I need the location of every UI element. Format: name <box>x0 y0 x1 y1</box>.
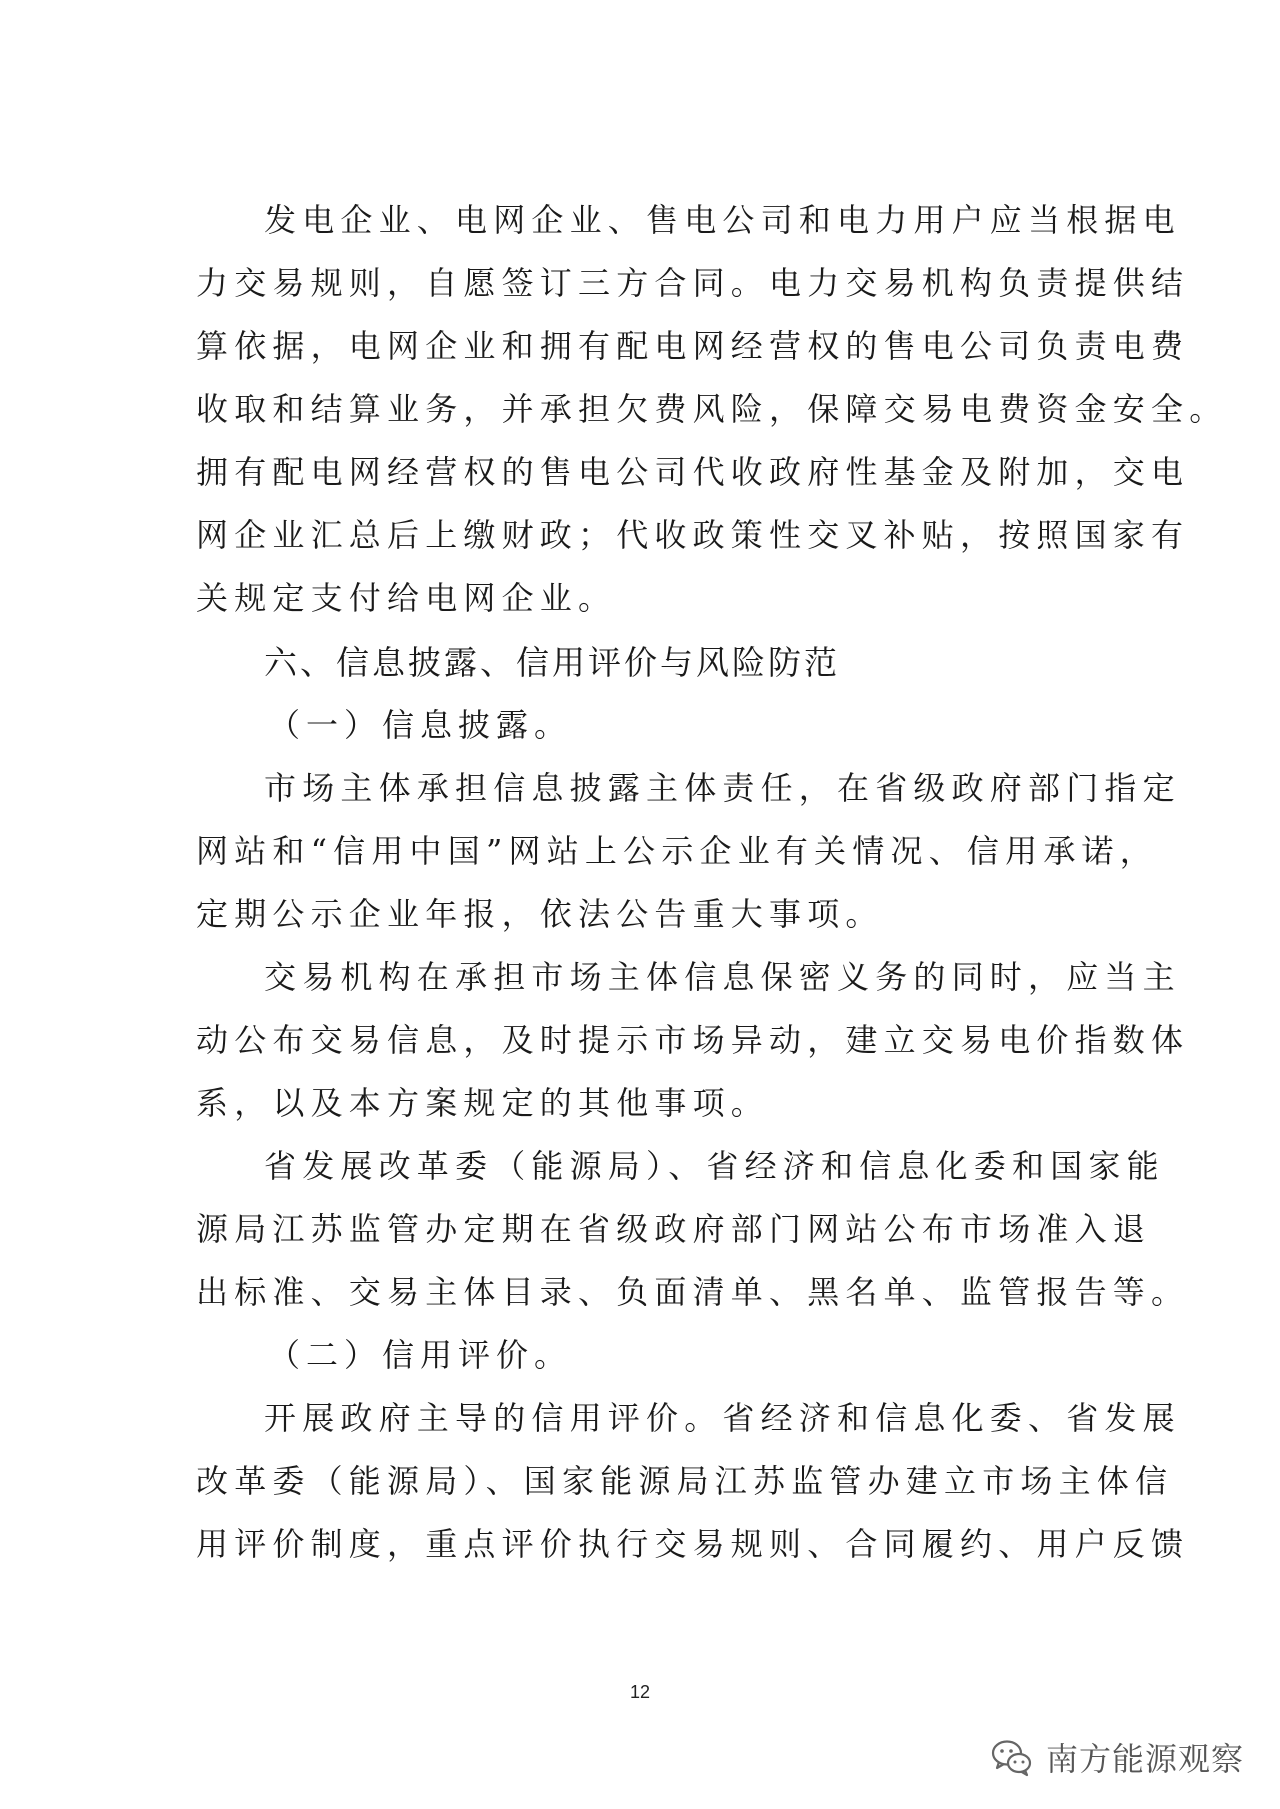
paragraph-line: 关规定支付给电网企业。 <box>196 579 617 617</box>
paragraph-line: 源局江苏监管办定期在省级政府部门网站公布市场准入退 <box>196 1210 1152 1248</box>
paragraph-line: 市场主体承担信息披露主体责任，在省级政府部门指定 <box>264 769 1181 807</box>
paragraph-line: 用评价制度，重点评价执行交易规则、合同履约、用户反馈 <box>196 1525 1190 1563</box>
paragraph-line: 出标准、交易主体目录、负面清单、黑名单、监管报告等。 <box>196 1273 1190 1311</box>
watermark <box>990 1733 1244 1781</box>
paragraph-line: 动公布交易信息，及时提示市场异动，建立交易电价指数体 <box>196 1021 1190 1059</box>
paragraph-line: 网站和“信用中国”网站上公示企业有关情况、信用承诺， <box>196 832 1158 870</box>
subsection-heading: （一）信息披露。 <box>268 706 573 744</box>
paragraph-line: 交易机构在承担市场主体信息保密义务的同时，应当主 <box>264 958 1181 996</box>
paragraph-line: 发电企业、电网企业、售电公司和电力用户应当根据电 <box>264 201 1181 239</box>
paragraph-line: 算依据，电网企业和拥有配电网经营权的售电公司负责电费 <box>196 327 1190 365</box>
paragraph-line: 系，以及本方案规定的其他事项。 <box>196 1084 770 1122</box>
subsection-heading: （二）信用评价。 <box>268 1336 573 1374</box>
paragraph-line: 力交易规则，自愿签订三方合同。电力交易机构负责提供结 <box>196 264 1190 302</box>
paragraph-line: 收取和结算业务，并承担欠费风险，保障交易电费资金安全。 <box>196 390 1228 428</box>
paragraph-line: 网企业汇总后上缴财政；代收政策性交叉补贴，按照国家有 <box>196 516 1190 554</box>
paragraph-line: 拥有配电网经营权的售电公司代收政府性基金及附加，交电 <box>196 453 1190 491</box>
wechat-icon <box>990 1735 1034 1779</box>
paragraph-line: 定期公示企业年报，依法公告重大事项。 <box>196 895 884 933</box>
watermark-text: 南方能源观察 <box>1045 1740 1244 1778</box>
paragraph-line: 开展政府主导的信用评价。省经济和信息化委、省发展 <box>264 1399 1181 1437</box>
section-heading: 六、信息披露、信用评价与风险防范 <box>264 643 840 682</box>
paragraph-line: 省发展改革委（能源局）、省经济和信息化委和国家能 <box>264 1147 1165 1185</box>
page-number: 12 <box>629 1682 651 1702</box>
paragraph-line: 改革委（能源局）、国家能源局江苏监管办建立市场主体信 <box>196 1462 1174 1500</box>
